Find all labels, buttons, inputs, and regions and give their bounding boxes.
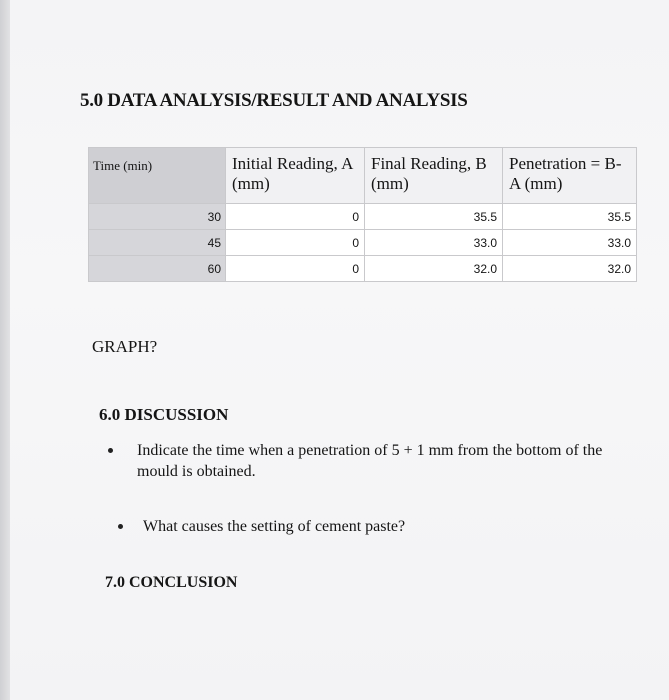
cell-time: 30 — [89, 204, 226, 230]
table-row — [89, 256, 637, 282]
bullet-text: Indicate the time when a penetration of 5 + 1 mm from the bottom of the mould is obtained. — [137, 442, 603, 480]
header-final-reading: Final Reading, B (mm) — [365, 148, 503, 204]
discussion-heading: 6.0 DISCUSSION — [99, 405, 229, 424]
cell-penetration: 35.5 — [503, 204, 637, 230]
cell-final: 35.5 — [365, 204, 503, 230]
header-penetration: Penetration = B-A (mm) — [503, 148, 637, 204]
table-header-row — [89, 148, 637, 204]
bullet-text: What causes the setting of cement paste? — [143, 518, 406, 535]
table-row — [89, 230, 637, 256]
cell-time: 45 — [89, 230, 226, 256]
bullet-icon — [118, 524, 123, 529]
conclusion-heading: 7.0 CONCLUSION — [105, 574, 238, 591]
cell-initial: 0 — [226, 256, 365, 282]
bullet-icon — [108, 448, 113, 453]
table-row — [89, 204, 637, 230]
cell-initial: 0 — [226, 230, 365, 256]
cell-penetration: 33.0 — [503, 230, 637, 256]
cell-time: 60 — [89, 256, 226, 282]
header-time: Time (min) — [89, 148, 226, 204]
cell-initial: 0 — [226, 204, 365, 230]
page-edge-shadow — [0, 0, 10, 700]
graph-prompt: GRAPH? — [92, 337, 158, 356]
header-initial-reading: Initial Reading, A (mm) — [226, 148, 365, 204]
data-analysis-heading: 5.0 DATA ANALYSIS/RESULT AND ANALYSIS — [80, 90, 468, 111]
document-page — [10, 0, 669, 700]
results-table — [88, 147, 637, 282]
cell-final: 32.0 — [365, 256, 503, 282]
cell-final: 33.0 — [365, 230, 503, 256]
cell-penetration: 32.0 — [503, 256, 637, 282]
